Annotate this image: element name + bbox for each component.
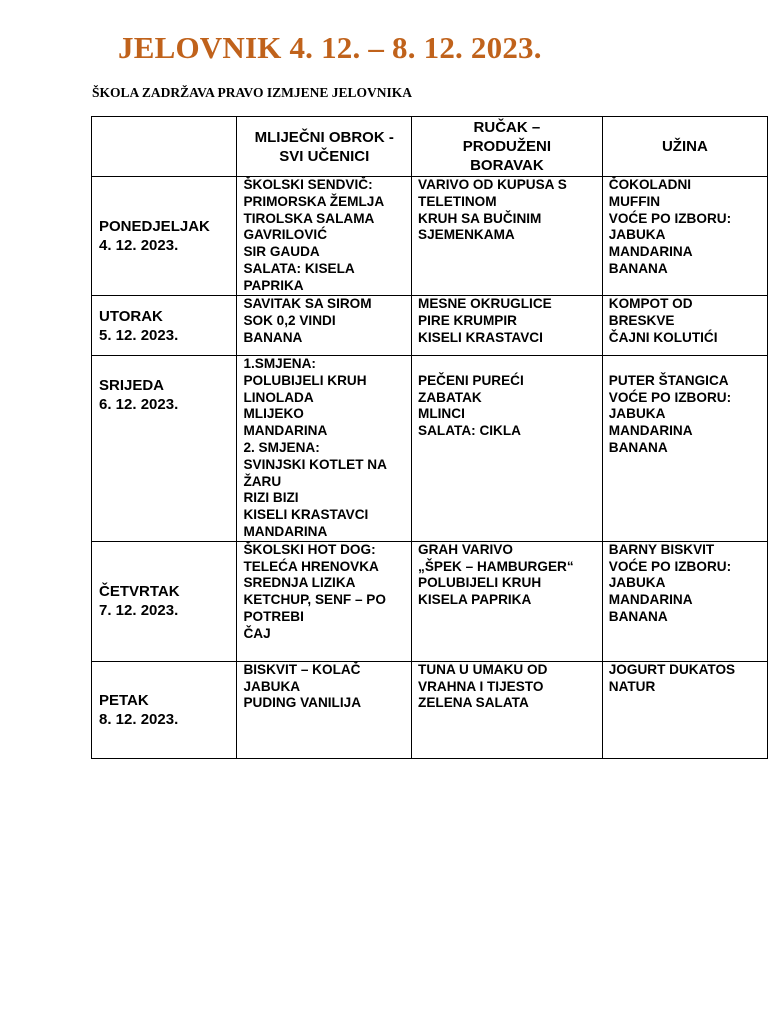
menu-line: SALATA: CIKLA: [418, 423, 521, 439]
day-cell: [92, 356, 237, 542]
lunch-cell: [412, 541, 603, 661]
menu-line: TIROLSKA SALAMA: [243, 210, 375, 226]
day-date: 8. 12. 2023.: [99, 710, 179, 728]
breakfast-cell: [237, 177, 412, 296]
menu-line: TELETINOM: [418, 193, 497, 209]
day-cell: [92, 296, 237, 356]
menu-line: POLUBIJELI KRUH: [243, 372, 367, 388]
day-name: PETAK: [99, 691, 149, 709]
menu-line: SALATA: KISELA: [243, 260, 355, 276]
menu-line: MANDARINA: [608, 244, 693, 260]
menu-line: ČAJNI KOLUTIĆI: [608, 329, 718, 345]
menu-line: MANDARINA: [608, 592, 693, 608]
day-date: 5. 12. 2023.: [99, 326, 179, 344]
header-breakfast-cell: [237, 117, 412, 177]
menu-line: JABUKA: [608, 406, 666, 422]
header-row: [92, 117, 768, 177]
menu-line: BANANA: [608, 608, 668, 624]
menu-line: GRAH VARIVO: [418, 541, 513, 557]
menu-line: TUNA U UMAKU OD: [418, 661, 548, 677]
menu-line: VRAHNA I TIJESTO: [418, 678, 544, 694]
menu-line: VOĆE PO IZBORU:: [608, 210, 732, 226]
table-row: [92, 177, 768, 296]
menu-line: RUČAK –: [473, 119, 541, 136]
menu-line: MLIJEČNI OBROK -: [254, 128, 394, 146]
breakfast-cell: [237, 356, 412, 542]
menu-line: KETCHUP, SENF – PO: [243, 592, 386, 608]
menu-line: KISELA PAPRIKA: [418, 592, 532, 608]
lunch-cell: [412, 356, 603, 542]
menu-line: BORAVAK: [470, 157, 544, 174]
lunch-cell: [412, 296, 603, 356]
menu-line: VOĆE PO IZBORU:: [608, 389, 732, 405]
day-name: PONEDJELJAK: [99, 218, 210, 235]
menu-line: 1.SMJENA:: [243, 356, 316, 371]
table-row: [92, 356, 768, 542]
menu-line: SIR GAUDA: [243, 244, 320, 260]
menu-line: [609, 356, 767, 373]
menu-line: UŽINA: [661, 138, 708, 155]
day-name: ČETVRTAK: [99, 583, 180, 601]
snack-cell: [602, 296, 767, 356]
menu-line: SJEMENKAMA: [418, 227, 515, 243]
menu-line: RIZI BIZI: [243, 490, 299, 506]
day-date: 4. 12. 2023.: [99, 237, 179, 254]
breakfast-cell: [237, 296, 412, 356]
menu-line: ČAJ: [243, 625, 271, 641]
menu-line: MESNE OKRUGLICE: [418, 296, 552, 311]
menu-line: BANANA: [608, 439, 668, 455]
menu-line: JABUKA: [608, 227, 666, 243]
menu-line: NATUR: [608, 678, 656, 694]
menu-line: PUTER ŠTANGICA: [608, 372, 729, 388]
menu-line: MLINCI: [418, 406, 465, 422]
menu-line: POTREBI: [243, 608, 304, 624]
menu-line: LINOLADA: [243, 389, 314, 405]
menu-line: PIRE KRUMPIR: [418, 312, 517, 328]
menu-line: ŽARU: [243, 473, 282, 489]
table-row: [92, 661, 768, 758]
menu-line: SVI UČENICI: [279, 147, 370, 165]
table-row: [92, 296, 768, 356]
snack-cell: [602, 541, 767, 661]
day-name: SRIJEDA: [99, 377, 165, 394]
menu-line: PUDING VANILIJA: [243, 695, 362, 711]
lunch-cell: [412, 661, 603, 758]
menu-line: BANANA: [608, 260, 668, 276]
day-cell: [92, 541, 237, 661]
menu-line: ZELENA SALATA: [418, 695, 529, 711]
snack-cell: [602, 177, 767, 296]
menu-line: BANANA: [243, 329, 303, 345]
snack-cell: [602, 661, 767, 758]
menu-line: KRUH SA BUČINIM: [418, 210, 542, 226]
menu-line: PEČENI PUREĆI: [418, 372, 524, 388]
menu-line: 2. SMJENA:: [243, 439, 320, 455]
menu-line: [418, 356, 596, 373]
menu-line: VOĆE PO IZBORU:: [608, 558, 732, 574]
menu-line: JOGURT DUKATOS: [608, 661, 736, 677]
day-date: 7. 12. 2023.: [99, 602, 179, 620]
menu-line: KOMPOT OD: [608, 296, 693, 311]
table-row: [92, 541, 768, 661]
menu-line: TELEĆA HRENOVKA: [243, 558, 379, 574]
menu-line: PRODUŽENI: [462, 138, 552, 155]
day-cell: [92, 661, 237, 758]
menu-line: POLUBIJELI KRUH: [418, 575, 542, 591]
menu-line: MANDARINA: [243, 423, 328, 439]
menu-line: SOK 0,2 VINDI: [243, 312, 336, 328]
menu-line: PAPRIKA: [243, 277, 304, 293]
menu-line: JABUKA: [243, 678, 301, 694]
header-day-cell: [92, 117, 237, 177]
menu-line: MLIJEKO: [243, 406, 304, 422]
menu-line: ZABATAK: [418, 389, 482, 405]
menu-line: SAVITAK SA SIROM: [243, 296, 372, 311]
day-name: UTORAK: [99, 307, 163, 325]
menu-table: [91, 116, 768, 759]
menu-line: MUFFIN: [608, 193, 661, 209]
menu-line: MANDARINA: [243, 523, 328, 539]
header-snack-cell: [602, 117, 767, 177]
snack-cell: [602, 356, 767, 542]
menu-line: BISKVIT – KOLAČ: [243, 661, 361, 677]
header-lunch-cell: [412, 117, 603, 177]
day-cell: [92, 177, 237, 296]
breakfast-cell: [237, 541, 412, 661]
menu-line: SVINJSKI KOTLET NA: [243, 456, 387, 472]
menu-line: MANDARINA: [608, 423, 693, 439]
page-title: JELOVNIK 4. 12. – 8. 12. 2023.: [118, 30, 542, 65]
menu-line: KISELI KRASTAVCI: [418, 329, 543, 345]
day-date: 6. 12. 2023.: [99, 396, 179, 413]
breakfast-cell: [237, 661, 412, 758]
notice-text: ŠKOLA ZADRŽAVA PRAVO IZMJENE JELOVNIKA: [92, 85, 413, 100]
menu-line: „ŠPEK – HAMBURGER“: [418, 558, 574, 574]
menu-line: ŠKOLSKI HOT DOG:: [243, 541, 376, 557]
menu-line: VARIVO OD KUPUSA S: [418, 177, 567, 192]
menu-line: JABUKA: [608, 575, 666, 591]
menu-line: ČOKOLADNI: [608, 177, 692, 192]
lunch-cell: [412, 177, 603, 296]
menu-line: KISELI KRASTAVCI: [243, 507, 369, 523]
menu-line: SREDNJA LIZIKA: [243, 575, 356, 591]
menu-line: ŠKOLSKI SENDVIČ:: [243, 177, 373, 192]
menu-line: PRIMORSKA ŽEMLJA: [243, 193, 385, 209]
menu-line: BARNY BISKVIT: [608, 541, 715, 557]
menu-line: GAVRILOVIĆ: [243, 227, 328, 243]
menu-line: BRESKVE: [608, 312, 675, 328]
